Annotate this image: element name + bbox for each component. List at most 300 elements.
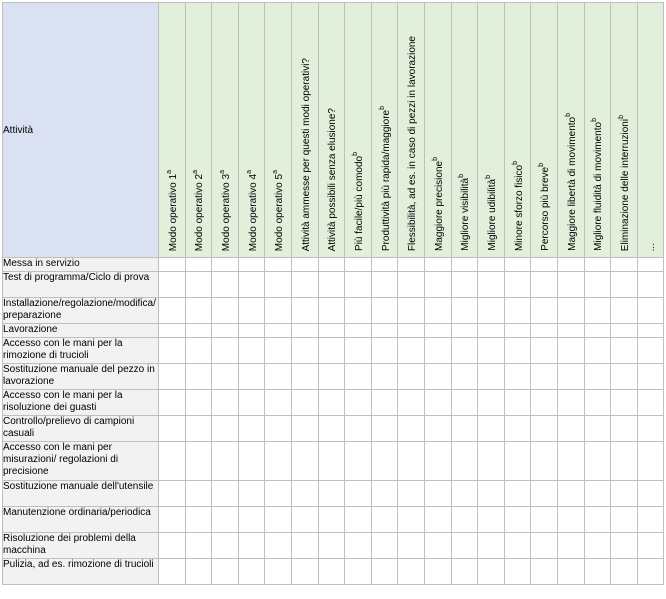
matrix-cell[interactable]	[345, 390, 372, 416]
matrix-cell[interactable]	[345, 272, 372, 298]
column-header-18[interactable]	[611, 3, 638, 258]
matrix-cell[interactable]	[478, 442, 505, 481]
matrix-cell[interactable]	[451, 507, 478, 533]
matrix-cell[interactable]	[212, 559, 239, 585]
matrix-cell[interactable]	[424, 559, 451, 585]
matrix-cell[interactable]	[531, 364, 558, 390]
column-header-text: Maggiore precisione	[433, 160, 445, 251]
matrix-cell[interactable]	[557, 442, 584, 481]
matrix-cell[interactable]	[185, 533, 212, 559]
matrix-cell[interactable]	[212, 298, 239, 324]
matrix-cell[interactable]	[371, 559, 398, 585]
matrix-cell[interactable]	[371, 364, 398, 390]
matrix-cell[interactable]	[398, 272, 425, 298]
column-header-text: Eliminazione delle interruzioni	[620, 118, 632, 251]
matrix-cell[interactable]	[557, 481, 584, 507]
matrix-cell[interactable]	[238, 533, 265, 559]
matrix-cell[interactable]	[371, 481, 398, 507]
column-header-footnote-mark: b	[511, 160, 519, 165]
matrix-cell[interactable]	[611, 324, 638, 338]
matrix-cell[interactable]	[451, 481, 478, 507]
matrix-cell[interactable]	[265, 559, 292, 585]
matrix-cell[interactable]	[531, 324, 558, 338]
matrix-cell[interactable]	[185, 338, 212, 364]
matrix-cell[interactable]	[291, 481, 318, 507]
matrix-cell[interactable]	[185, 559, 212, 585]
matrix-cell[interactable]	[557, 324, 584, 338]
column-header-text: Migliore udibilità	[487, 179, 499, 251]
matrix-cell[interactable]	[159, 298, 186, 324]
matrix-cell[interactable]	[212, 507, 239, 533]
activity-cell[interactable]: Manutenzione ordinaria/periodica	[3, 507, 159, 533]
matrix-cell[interactable]	[451, 338, 478, 364]
matrix-cell[interactable]	[398, 258, 425, 272]
matrix-cell[interactable]	[265, 533, 292, 559]
matrix-cell[interactable]	[318, 481, 345, 507]
matrix-cell[interactable]	[318, 298, 345, 324]
matrix-cell[interactable]	[291, 272, 318, 298]
matrix-cell[interactable]	[398, 338, 425, 364]
matrix-cell[interactable]	[159, 416, 186, 442]
matrix-cell[interactable]	[557, 298, 584, 324]
column-header-6[interactable]	[291, 3, 318, 258]
matrix-cell[interactable]	[424, 416, 451, 442]
matrix-cell[interactable]	[291, 298, 318, 324]
matrix-cell[interactable]	[371, 533, 398, 559]
matrix-cell[interactable]	[291, 364, 318, 390]
matrix-cell[interactable]	[318, 324, 345, 338]
matrix-cell[interactable]	[318, 442, 345, 481]
matrix-cell[interactable]	[212, 533, 239, 559]
matrix-cell[interactable]	[424, 272, 451, 298]
matrix-cell[interactable]	[557, 258, 584, 272]
matrix-cell[interactable]	[265, 364, 292, 390]
matrix-cell[interactable]	[424, 324, 451, 338]
matrix-cell[interactable]	[345, 298, 372, 324]
matrix-cell[interactable]	[478, 390, 505, 416]
matrix-cell[interactable]	[159, 272, 186, 298]
matrix-cell[interactable]	[424, 364, 451, 390]
matrix-cell[interactable]	[238, 481, 265, 507]
matrix-cell[interactable]	[584, 481, 611, 507]
column-header-label	[403, 36, 419, 251]
matrix-cell[interactable]	[584, 364, 611, 390]
matrix-cell[interactable]	[504, 272, 531, 298]
matrix-cell[interactable]	[398, 481, 425, 507]
matrix-cell[interactable]	[584, 533, 611, 559]
column-header-17[interactable]	[584, 3, 611, 258]
table-body	[3, 258, 664, 585]
matrix-cell[interactable]	[611, 258, 638, 272]
matrix-cell[interactable]	[478, 338, 505, 364]
matrix-cell[interactable]	[265, 481, 292, 507]
matrix-cell[interactable]	[504, 324, 531, 338]
matrix-cell[interactable]	[504, 533, 531, 559]
matrix-cell[interactable]	[291, 324, 318, 338]
column-header-footnote-mark: a	[192, 169, 200, 174]
matrix-cell[interactable]	[291, 442, 318, 481]
matrix-cell[interactable]	[531, 533, 558, 559]
matrix-cell[interactable]	[185, 298, 212, 324]
matrix-cell[interactable]	[611, 364, 638, 390]
column-header-9[interactable]	[371, 3, 398, 258]
matrix-cell[interactable]	[504, 507, 531, 533]
matrix-cell[interactable]	[584, 416, 611, 442]
matrix-cell[interactable]	[265, 442, 292, 481]
activity-cell[interactable]: Accesso con le mani per misurazioni/ regolazioni di precisione	[3, 442, 159, 481]
matrix-cell[interactable]	[159, 442, 186, 481]
matrix-cell[interactable]	[371, 442, 398, 481]
matrix-cell[interactable]	[531, 442, 558, 481]
matrix-cell[interactable]	[584, 507, 611, 533]
activity-cell[interactable]: Lavorazione	[3, 324, 159, 338]
matrix-cell[interactable]	[504, 258, 531, 272]
activity-cell[interactable]: Controllo/prelievo di campioni casuali	[3, 416, 159, 442]
matrix-cell[interactable]	[637, 442, 664, 481]
matrix-cell[interactable]	[398, 559, 425, 585]
matrix-cell[interactable]	[238, 559, 265, 585]
matrix-cell[interactable]	[318, 559, 345, 585]
matrix-cell[interactable]	[584, 258, 611, 272]
matrix-cell[interactable]	[584, 338, 611, 364]
matrix-cell[interactable]	[291, 258, 318, 272]
matrix-cell[interactable]	[478, 324, 505, 338]
matrix-cell[interactable]	[531, 416, 558, 442]
matrix-cell[interactable]	[238, 324, 265, 338]
matrix-cell[interactable]	[212, 338, 239, 364]
matrix-cell[interactable]	[557, 507, 584, 533]
matrix-cell[interactable]	[531, 559, 558, 585]
matrix-cell[interactable]	[451, 298, 478, 324]
matrix-cell[interactable]	[345, 258, 372, 272]
matrix-cell[interactable]	[318, 272, 345, 298]
activity-cell[interactable]: Installazione/regolazione/modifica/ preparazione	[3, 298, 159, 324]
column-header-text: Percorso più breve	[540, 167, 552, 251]
matrix-cell[interactable]	[371, 416, 398, 442]
matrix-cell[interactable]	[424, 390, 451, 416]
matrix-cell[interactable]	[212, 364, 239, 390]
matrix-cell[interactable]	[212, 442, 239, 481]
matrix-cell[interactable]	[424, 533, 451, 559]
table-row	[3, 507, 664, 533]
activity-cell[interactable]: Pulizia, ad es. rimozione di trucioli	[3, 559, 159, 585]
activity-column-header[interactable]	[3, 3, 159, 258]
matrix-cell[interactable]	[478, 481, 505, 507]
matrix-cell[interactable]	[291, 416, 318, 442]
matrix-cell[interactable]	[531, 507, 558, 533]
matrix-cell[interactable]	[504, 442, 531, 481]
matrix-cell[interactable]	[584, 298, 611, 324]
matrix-cell[interactable]	[584, 390, 611, 416]
matrix-cell[interactable]	[212, 481, 239, 507]
matrix-cell[interactable]	[185, 442, 212, 481]
matrix-cell[interactable]	[318, 258, 345, 272]
column-header-11[interactable]	[424, 3, 451, 258]
matrix-cell[interactable]	[398, 364, 425, 390]
matrix-cell[interactable]	[345, 559, 372, 585]
column-header-footnote-mark: b	[564, 113, 572, 118]
matrix-cell[interactable]	[611, 298, 638, 324]
matrix-cell[interactable]	[371, 272, 398, 298]
column-header-3[interactable]	[212, 3, 239, 258]
matrix-cell[interactable]	[478, 559, 505, 585]
matrix-cell[interactable]	[637, 559, 664, 585]
matrix-cell[interactable]	[611, 481, 638, 507]
matrix-cell[interactable]	[212, 416, 239, 442]
matrix-cell[interactable]	[451, 442, 478, 481]
table-row	[3, 533, 664, 559]
matrix-cell[interactable]	[531, 390, 558, 416]
matrix-cell[interactable]	[185, 324, 212, 338]
matrix-cell[interactable]	[451, 390, 478, 416]
column-header-text: Produttività più rapida/maggiore	[380, 109, 392, 251]
matrix-cell[interactable]	[159, 559, 186, 585]
matrix-cell[interactable]	[611, 533, 638, 559]
matrix-cell[interactable]	[318, 390, 345, 416]
matrix-cell[interactable]	[345, 324, 372, 338]
matrix-cell[interactable]	[212, 258, 239, 272]
matrix-cell[interactable]	[265, 338, 292, 364]
matrix-cell[interactable]	[478, 272, 505, 298]
column-header-8[interactable]	[345, 3, 372, 258]
matrix-cell[interactable]	[451, 533, 478, 559]
matrix-cell[interactable]	[398, 507, 425, 533]
matrix-cell[interactable]	[318, 507, 345, 533]
matrix-cell[interactable]	[371, 338, 398, 364]
activity-cell[interactable]: Test di programma/Ciclo di prova	[3, 272, 159, 298]
matrix-cell[interactable]	[185, 481, 212, 507]
matrix-cell[interactable]	[637, 507, 664, 533]
matrix-cell[interactable]	[159, 258, 186, 272]
matrix-cell[interactable]	[451, 258, 478, 272]
matrix-cell[interactable]	[637, 272, 664, 298]
column-header-label	[243, 170, 259, 251]
matrix-cell[interactable]	[318, 416, 345, 442]
matrix-cell[interactable]	[504, 390, 531, 416]
table-row	[3, 364, 664, 390]
matrix-cell[interactable]	[345, 533, 372, 559]
column-header-4[interactable]	[238, 3, 265, 258]
matrix-cell[interactable]	[424, 338, 451, 364]
column-header-16[interactable]	[557, 3, 584, 258]
matrix-cell[interactable]	[637, 338, 664, 364]
matrix-cell[interactable]	[611, 442, 638, 481]
matrix-cell[interactable]	[345, 416, 372, 442]
matrix-cell[interactable]	[238, 416, 265, 442]
matrix-cell[interactable]	[504, 559, 531, 585]
matrix-cell[interactable]	[238, 390, 265, 416]
matrix-cell[interactable]	[212, 324, 239, 338]
matrix-cell[interactable]	[504, 481, 531, 507]
matrix-cell[interactable]	[291, 533, 318, 559]
matrix-cell[interactable]	[531, 481, 558, 507]
matrix-cell[interactable]	[345, 442, 372, 481]
column-header-5[interactable]	[265, 3, 292, 258]
matrix-cell[interactable]	[557, 390, 584, 416]
matrix-cell[interactable]	[451, 324, 478, 338]
matrix-cell[interactable]	[238, 258, 265, 272]
column-header-10[interactable]	[398, 3, 425, 258]
matrix-cell[interactable]	[371, 507, 398, 533]
matrix-cell[interactable]	[185, 390, 212, 416]
matrix-cell[interactable]	[531, 338, 558, 364]
matrix-cell[interactable]	[584, 272, 611, 298]
column-header-14[interactable]	[504, 3, 531, 258]
matrix-cell[interactable]	[478, 533, 505, 559]
matrix-cell[interactable]	[265, 272, 292, 298]
matrix-cell[interactable]	[451, 272, 478, 298]
column-header-13[interactable]	[478, 3, 505, 258]
matrix-cell[interactable]	[424, 258, 451, 272]
matrix-cell[interactable]	[291, 559, 318, 585]
matrix-cell[interactable]	[451, 559, 478, 585]
matrix-cell[interactable]	[265, 416, 292, 442]
matrix-cell[interactable]	[238, 507, 265, 533]
column-header-19[interactable]	[637, 3, 664, 258]
activity-cell[interactable]: Sostituzione manuale del pezzo in lavorazione	[3, 364, 159, 390]
activity-cell[interactable]: Sostituzione manuale dell'utensile	[3, 481, 159, 507]
activity-cell[interactable]: Accesso con le mani per la risoluzione dei guasti	[3, 390, 159, 416]
matrix-cell[interactable]	[557, 416, 584, 442]
matrix-cell[interactable]	[398, 533, 425, 559]
matrix-cell[interactable]	[584, 559, 611, 585]
column-header-text: Modo operativo 5	[274, 173, 286, 251]
matrix-cell[interactable]	[637, 324, 664, 338]
matrix-cell[interactable]	[238, 338, 265, 364]
matrix-cell[interactable]	[159, 507, 186, 533]
matrix-cell[interactable]	[478, 364, 505, 390]
matrix-cell[interactable]	[531, 258, 558, 272]
matrix-cell[interactable]	[159, 364, 186, 390]
matrix-cell[interactable]	[611, 507, 638, 533]
matrix-cell[interactable]	[504, 416, 531, 442]
matrix-cell[interactable]	[185, 364, 212, 390]
matrix-cell[interactable]	[611, 272, 638, 298]
matrix-cell[interactable]	[265, 258, 292, 272]
column-header-12[interactable]	[451, 3, 478, 258]
matrix-cell[interactable]	[398, 298, 425, 324]
matrix-cell[interactable]	[504, 364, 531, 390]
matrix-cell[interactable]	[611, 559, 638, 585]
matrix-cell[interactable]	[637, 481, 664, 507]
matrix-cell[interactable]	[504, 338, 531, 364]
column-header-label	[456, 174, 472, 251]
matrix-cell[interactable]	[637, 416, 664, 442]
matrix-cell[interactable]	[371, 258, 398, 272]
matrix-cell[interactable]	[398, 324, 425, 338]
matrix-cell[interactable]	[611, 390, 638, 416]
matrix-cell[interactable]	[637, 298, 664, 324]
activity-cell[interactable]: Accesso con le mani per la rimozione di trucioli	[3, 338, 159, 364]
matrix-cell[interactable]	[159, 390, 186, 416]
matrix-cell[interactable]	[371, 324, 398, 338]
table-row	[3, 481, 664, 507]
matrix-cell[interactable]	[212, 390, 239, 416]
activity-cell[interactable]: Risoluzione dei problemi della macchina	[3, 533, 159, 559]
matrix-cell[interactable]	[637, 258, 664, 272]
matrix-cell[interactable]	[185, 416, 212, 442]
matrix-cell[interactable]	[451, 416, 478, 442]
matrix-cell[interactable]	[398, 390, 425, 416]
matrix-cell[interactable]	[185, 258, 212, 272]
matrix-cell[interactable]	[637, 533, 664, 559]
matrix-cell[interactable]	[424, 507, 451, 533]
matrix-cell[interactable]	[185, 272, 212, 298]
matrix-cell[interactable]	[371, 298, 398, 324]
column-header-label	[430, 157, 446, 251]
matrix-cell[interactable]	[345, 338, 372, 364]
column-header-text: Migliore fluidità di movimento	[593, 122, 605, 251]
matrix-cell[interactable]	[584, 324, 611, 338]
matrix-cell[interactable]	[478, 258, 505, 272]
matrix-cell[interactable]	[611, 416, 638, 442]
column-header-1[interactable]	[159, 3, 186, 258]
matrix-cell[interactable]	[265, 507, 292, 533]
matrix-cell[interactable]	[318, 533, 345, 559]
column-header-label	[563, 113, 579, 251]
matrix-cell[interactable]	[637, 390, 664, 416]
matrix-cell[interactable]	[159, 533, 186, 559]
matrix-cell[interactable]	[212, 272, 239, 298]
matrix-cell[interactable]	[424, 481, 451, 507]
matrix-cell[interactable]	[557, 364, 584, 390]
matrix-cell[interactable]	[318, 364, 345, 390]
matrix-cell[interactable]	[265, 390, 292, 416]
column-header-2[interactable]	[185, 3, 212, 258]
matrix-cell[interactable]	[504, 298, 531, 324]
matrix-cell[interactable]	[398, 416, 425, 442]
matrix-cell[interactable]	[531, 298, 558, 324]
matrix-cell[interactable]	[185, 507, 212, 533]
matrix-cell[interactable]	[238, 442, 265, 481]
matrix-cell[interactable]	[291, 338, 318, 364]
matrix-cell[interactable]	[451, 364, 478, 390]
matrix-cell[interactable]	[478, 416, 505, 442]
matrix-cell[interactable]	[611, 338, 638, 364]
matrix-cell[interactable]	[478, 507, 505, 533]
matrix-cell[interactable]	[265, 324, 292, 338]
matrix-cell[interactable]	[424, 442, 451, 481]
matrix-cell[interactable]	[345, 481, 372, 507]
matrix-cell[interactable]	[291, 390, 318, 416]
matrix-cell[interactable]	[318, 338, 345, 364]
matrix-cell[interactable]	[424, 298, 451, 324]
matrix-cell[interactable]	[371, 390, 398, 416]
matrix-cell[interactable]	[398, 442, 425, 481]
matrix-cell[interactable]	[159, 324, 186, 338]
matrix-cell[interactable]	[345, 507, 372, 533]
matrix-cell[interactable]	[478, 298, 505, 324]
matrix-cell[interactable]	[238, 272, 265, 298]
matrix-cell[interactable]	[159, 338, 186, 364]
matrix-cell[interactable]	[159, 481, 186, 507]
matrix-cell[interactable]	[637, 364, 664, 390]
column-header-15[interactable]	[531, 3, 558, 258]
activity-cell[interactable]: Messa in servizio	[3, 258, 159, 272]
matrix-cell[interactable]	[584, 442, 611, 481]
matrix-cell[interactable]	[291, 507, 318, 533]
matrix-cell[interactable]	[557, 272, 584, 298]
matrix-cell[interactable]	[238, 364, 265, 390]
matrix-cell[interactable]	[238, 298, 265, 324]
matrix-cell[interactable]	[345, 364, 372, 390]
matrix-cell[interactable]	[557, 559, 584, 585]
matrix-cell[interactable]	[557, 338, 584, 364]
matrix-cell[interactable]	[557, 533, 584, 559]
matrix-cell[interactable]	[531, 272, 558, 298]
column-header-7[interactable]	[318, 3, 345, 258]
matrix-cell[interactable]	[265, 298, 292, 324]
